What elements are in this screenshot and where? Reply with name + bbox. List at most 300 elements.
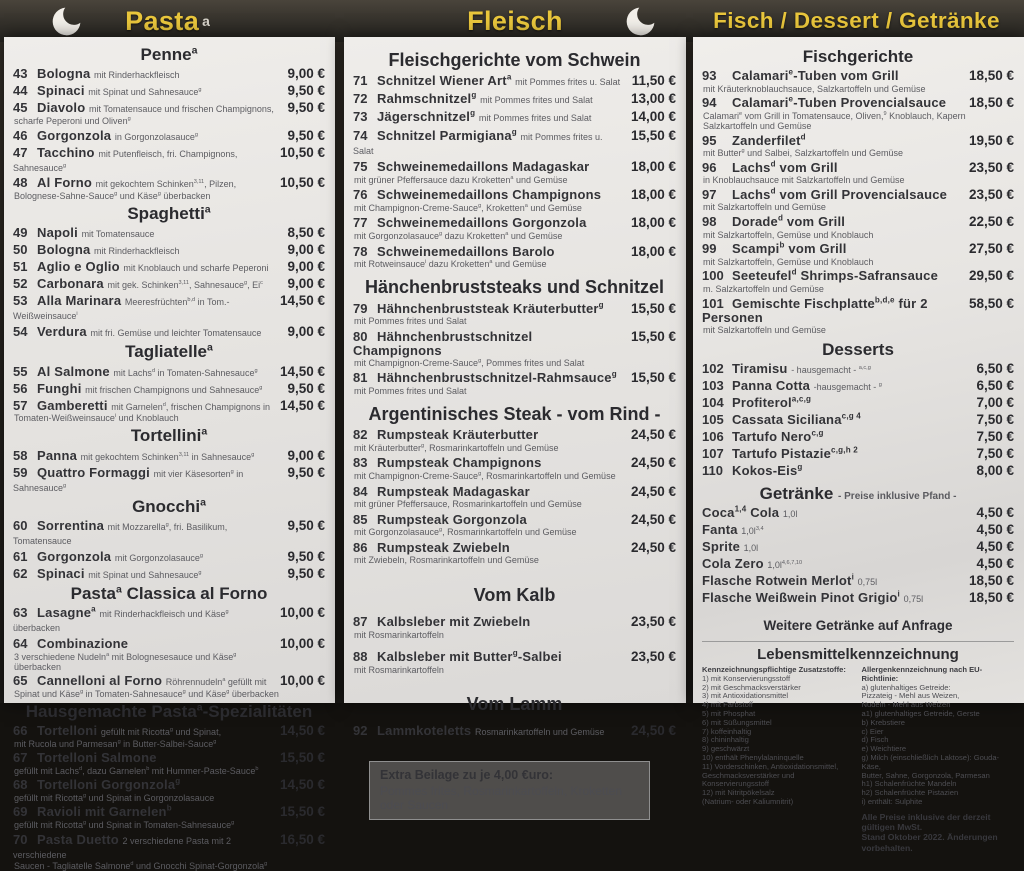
extra-beilage-text: Pommes frites, Rosmarinkartoffeln, Kroketten oder Saucen [380,784,622,813]
legend-line: Butter, Sahne, Gorgonzola, Parmesan [861,770,990,780]
item-name: Scampi$^b$ vom Grill [732,240,847,257]
menu-item [13,805,325,820]
item-number: 47 [13,144,28,160]
legend-footer [862,812,1015,853]
item-price: 24,50 € [630,539,676,555]
item-name: Cannelloni al Forno [37,673,163,689]
item-number: 85 [353,511,368,527]
menu-section [13,498,325,581]
item-name: Verdura [37,323,87,339]
menu-item [13,129,325,144]
legend-line: h1) Schalenfrüchte Mandeln [861,779,957,789]
item-description-line2: mit Gorgonzolasauce$^g$, Rosmarinkartoffeln und Gemüse [354,527,577,538]
item-number: 62 [13,565,28,581]
item-description: Meeresfrüchten$^{b,d}$ in Tom.-Weißweinsauce$^i$ [13,297,230,322]
item-number: 94 [702,95,717,111]
item-description-line2: mit Rucola und Parmesan$^g$ in Butter-Salbei-Sauce$^g$ [14,738,217,749]
item-number: 73 [353,109,368,125]
menu-item [353,541,676,556]
item-number: 67 [13,750,28,766]
item-description: 0,75l [857,577,878,588]
legend-line: 6) mit Süßungsmittel [702,717,772,727]
legend-line: Stand Oktober 2022. Änderungen vorbehalten. [861,832,998,853]
menu-item [353,92,676,107]
item-price: 9,50 € [287,127,325,143]
column-header-pasta [0,0,335,42]
item-number: 43 [13,66,28,82]
item-price: 14,00 € [630,109,676,125]
item-description: $1,0l^{3,4}$ [741,526,764,537]
menu-item [353,110,676,125]
extra-beilage-title: Extra Beilage zu je 4,00 €uro: [380,768,553,783]
legend-line: Konservierungsstoff [702,779,769,789]
item-price: 9,00 € [287,447,325,463]
item-name: Rumpsteak Zwiebeln [377,539,510,555]
item-name: Dorade$^d$ vom Grill [732,213,846,230]
menu-item [702,134,1014,149]
menu-item [13,67,325,82]
item-number: 72 [353,91,368,107]
item-number: 106 [702,429,724,445]
menu-item [702,413,1014,428]
menu-item [13,243,325,258]
menu-section [353,405,676,566]
legend-line: i) enthält: Sulphite [861,797,923,806]
item-description: mit Rinderhackfleisch und Käse$^g$ überbacken [13,609,229,634]
column-title: Fisch / Dessert / Getränke [713,8,1000,33]
legend-title: Lebensmittelkennzeichnung [757,646,959,664]
menu-item [13,724,325,739]
menu-item [702,540,1014,555]
item-price: 18,50 € [968,590,1014,606]
menu-item [353,615,676,630]
item-number: 79 [353,300,368,316]
item-number: 65 [13,673,28,689]
menu-item [13,325,325,340]
item-name: Flasche Weißwein Pinot Grigio$^i$ [702,590,900,606]
item-price: 10,50 € [279,175,325,191]
menu-item [702,69,1014,84]
item-name: Seeteufel$^d$ Shrimps-Safransauce [732,268,939,284]
item-price: 8,50 € [287,224,325,240]
menu-item [13,294,325,322]
menu-item [702,591,1014,606]
item-name: Napoli [37,224,78,240]
item-number: 51 [13,259,28,275]
item-price: 9,50 € [287,548,325,564]
item-name: Gorgonzola [37,127,112,143]
section-title-note: - Preise inklusive Pfand - [838,490,957,502]
section-title: Tagliatelle$^a$ [125,341,213,362]
item-number: 97 [702,186,717,202]
item-price: 24,50 € [630,723,676,739]
legend-line: a1) glutenhaltiges Getreide, Gerste [861,709,980,719]
menu-section [13,427,325,493]
item-description: mit fri. Gemüse und leichter Tomatensauce [90,327,262,338]
item-price: 9,00 € [287,259,325,275]
menu-item [702,96,1014,111]
item-description-line2: m. Salzkartoffeln und Gemüse [703,283,824,294]
item-number: 71 [353,73,368,89]
item-price: 14,50 € [279,363,325,379]
item-number: 102 [702,360,724,376]
menu-section [353,51,676,269]
section-title: Getränke - Preise inklusive Pfand - [759,483,957,503]
item-number: 105 [702,412,724,428]
item-description-line2: gefüllt mit Lachs$^d$, dazu Garnelen$^b$ mit Hummer-Paste-Sauce$^b$ [14,765,259,776]
item-number: 83 [353,455,368,471]
menu-item [13,399,325,414]
item-name: Coca$^{1,4}$ Cola [702,504,780,521]
legend-line: 4) mit Farbstoff [702,700,753,710]
menu-item [353,485,676,500]
item-name: Hähnchenbrustschnitzel Champignons [353,328,533,358]
item-description-line2: mit Pommes frites und Salat [354,385,467,396]
legend-line: Pizzateig - Mehl aus Weizen, [861,691,960,701]
item-description-line2: mit Champignon-Creme-Sauce$^g$, Kroketten$^a$ und Gemüse [354,202,582,213]
item-name: Combinazione [37,635,129,651]
item-number: 81 [353,370,368,386]
menu-item [13,637,325,652]
item-name: Alla Marinara [37,293,122,309]
item-price: 24,50 € [630,483,676,499]
menu-item [13,260,325,275]
item-name: Panna Cotta [732,377,811,393]
item-price: 4,50 € [976,539,1014,555]
item-description: $1,0l^{4,6,7,10}$ [767,560,803,571]
item-number: 104 [702,395,724,410]
item-name: Cassata Siciliana$^{c,g 4}$ [732,411,861,428]
menu-section [702,341,1014,479]
item-description: in Gorgonzolasauce$^g$ [114,131,199,142]
menu-section [13,585,325,699]
item-price: 14,50 € [279,293,325,309]
column-header-fleisch [341,0,689,42]
legend-line: h2) Schalenfrüchte Pistazien [861,788,959,798]
menu-item [13,778,325,793]
item-description: mit vier Käsesorten$^g$ in Sahnesauce$^g$ [13,468,244,493]
item-price: 7,50 € [976,429,1014,445]
item-name: Rumpsteak Madagaskar [377,483,530,499]
item-price: 18,50 € [968,573,1014,589]
section-title: Gnocchi$^a$ [132,496,206,516]
item-number: 96 [702,159,717,175]
item-name: Quattro Formaggi [37,464,150,480]
item-description-line2: 3 verschiedene Nudeln$^a$ mit Bolognesesauce und Käse$^g$ überbacken [14,651,237,672]
item-name: Gorgonzola [37,548,112,564]
item-description: mit Pommes frites und Salat [480,95,593,106]
item-number: 103 [702,377,724,393]
menu-item [702,242,1014,257]
item-description-line2: mit Salzkartoffeln und Gemüse [703,202,826,213]
item-description: mit Pommes frites u. Salat [515,77,621,88]
item-name: Tortelloni Gorgonzola$^g$ [37,776,181,793]
item-description-line2: mit Gorgonzolasauce$^g$ dazu Kroketten$^a$ und Gemüse [354,230,563,241]
item-price: 18,00 € [630,243,676,259]
menu-item [13,84,325,99]
item-description: - hausgemacht - $^{a,c,g}$ [791,364,871,375]
item-name: Schweinemedaillons Madagaskar [377,159,590,175]
menu-item [702,574,1014,589]
item-price: 9,00 € [287,66,325,82]
item-name: Cola Zero [702,556,764,572]
item-number: 84 [353,483,368,499]
item-description: mit Mozzarella$^g$, fri. Basilikum, Tomatensauce [13,521,228,546]
menu-item [13,466,325,494]
section-title: Fischgerichte [802,47,914,66]
item-number: 75 [353,159,368,175]
menu-item [353,245,676,260]
item-price: 9,50 € [287,565,325,581]
section-title: Pasta$^a$ Classica al Forno [70,583,268,604]
menu-item [13,382,325,397]
item-price: 18,00 € [630,215,676,231]
item-price: 9,50 € [287,100,325,116]
item-description-line2: mit Zwiebeln, Rosmarinkartoffeln und Gemüse [354,555,539,566]
item-description: 1,0l [782,509,798,520]
item-price: 18,50 € [968,68,1014,84]
menu-item [13,519,325,547]
legend-allergens-column [862,666,1015,853]
item-number: 48 [13,175,28,191]
item-number: 78 [353,243,368,259]
item-price: 24,50 € [630,455,676,471]
item-name: Diavolo [37,100,86,116]
item-name: Calamari$^e$-Tuben Provencialsauce [732,95,947,111]
extra-beilage-box [369,761,650,820]
item-name: Pasta Duetto [37,831,119,847]
menu-item [702,396,1014,411]
legend-additives-column [702,666,855,853]
item-price: 14,50 € [279,777,325,793]
item-name: Ravioli mit Garnelen$^b$ [37,804,172,820]
item-description-line2: mit Salzkartoffeln, Gemüse und Knoblauch [703,256,874,267]
section-title: Hausgemachte Pasta$^a$-Spezialitäten [25,701,313,721]
item-description: mit Tomatensauce und frischen Champignons, [88,104,274,115]
item-description: mit Pommes frites und Salat [478,113,592,124]
item-number: 52 [13,276,28,292]
item-number: 64 [13,635,28,651]
item-description-line2: mit Rosmarinkartoffeln [354,629,444,640]
menu-item [13,101,325,116]
legend-line: g) Milch (einschließlich Laktose): Gouda-Käse, [861,753,1000,771]
item-number: 92 [353,723,368,739]
item-name: Bologna [37,242,91,258]
menu-item [13,751,325,766]
item-price: 6,50 € [976,377,1014,393]
item-description: mit frischen Champignons und Sahnesauce$^g$ [85,384,263,395]
item-name: Kokos-Eis$^g$ [732,462,803,479]
item-price: 4,50 € [976,556,1014,572]
item-description-line2: scharfe Peperoni und Oliven$^g$ [14,115,131,126]
menu-section [353,695,676,739]
item-number: 56 [13,380,28,396]
menu-item [13,365,325,380]
item-name: Bologna [37,66,91,82]
item-number: 50 [13,242,28,258]
item-description: 2 verschiedene Pasta mit 2 verschiedene [13,835,232,860]
menu-item [353,330,676,358]
menu-column-fleisch [344,37,686,813]
legend-line: Nudeln - Mehl aus Weizen [861,700,951,710]
item-description: mit gekochtem Schinken$^{3,11}$ in Sahnesauce$^g$ [80,451,255,462]
item-number: 59 [13,464,28,480]
menu-item [13,833,325,861]
item-name: Gemischte Fischplatte$^{b,d,e}$ für 2 Personen [702,295,928,325]
item-name: Tiramisu [732,360,788,376]
item-number: 46 [13,127,28,143]
item-description: mit gekochtem Schinken$^{3,11}$, Pilzen, [95,179,237,190]
item-name: Kalbsleber mit Butter$^g$-Salbei [377,648,562,664]
item-number: 55 [13,363,28,379]
legend-line: 1) mit Konservierungsstoff [702,673,791,683]
item-price: 9,00 € [287,276,325,292]
item-description: gefüllt mit Ricotta$^g$ und Spinat, [100,727,222,737]
legend-line: Geschmacksverstärker und [702,770,795,780]
item-price: 29,50 € [968,268,1014,284]
item-description-line2: Spinat und Käse$^g$ in Tomaten-Sahnesauce$^g$ und Käse$^g$ überbacken [14,688,279,699]
menu-section [353,586,676,675]
item-name: Aglio e Oglio [37,259,120,275]
item-name: Schweinemedaillons Champignons [377,187,602,203]
item-name: Al Salmone [37,363,110,379]
item-price: 9,50 € [287,83,325,99]
item-number: 99 [702,241,717,257]
item-number: 88 [353,649,368,664]
item-description: mit Gorgonzolasauce$^g$ [114,552,203,563]
item-description: mit Tomatensauce [81,228,155,239]
item-price: 10,50 € [279,144,325,160]
item-name: Lachs$^d$ vom Grill [732,159,838,175]
menu-section [353,278,676,396]
item-description: mit Pommes frites u. Salat [353,131,603,156]
item-number: 44 [13,83,28,99]
menu-item [702,379,1014,394]
item-number: 57 [13,397,28,413]
item-price: 22,50 € [968,214,1014,230]
food-labeling-legend [702,646,1014,853]
item-description-line2: mit Butter$^g$ und Salbei, Salzkartoffeln und Gemüse [703,148,904,159]
item-name: Rahmschnitzel$^g$ [377,91,477,107]
menu-item [702,161,1014,176]
item-name: Sprite [702,539,741,555]
section-title: Spaghetti$^a$ [127,203,211,223]
item-number: 61 [13,548,28,564]
menu-item [13,567,325,582]
item-number: 68 [13,777,28,793]
item-description-line2: Bolognese-Sahne-Sauce$^g$ und Käse$^g$ überbacken [14,190,211,201]
item-price: 15,50 € [630,328,676,344]
item-name: Tartufo Pistazie$^{c,g,h 2}$ [732,445,858,462]
item-name: Schweinemedaillons Barolo [377,243,555,259]
item-name: Spinaci [37,83,85,99]
item-name: Gamberetti [37,397,108,413]
item-description-line2: Tomaten-Weißweinsauce$^i$ und Knoblauch [14,413,179,424]
legend-line: e) Weichtiere [861,744,907,754]
item-description-line2: Calamari$^e$ vom Grill in Tomatensauce, Oliven,$^9$ Knoblauch, Kapern Salzkartoffeln und Gemüse [703,110,966,131]
item-price: 23,50 € [968,186,1014,202]
item-number: 101 [702,295,724,311]
item-description: 1,0l [743,543,759,554]
item-description-line2: mit Kräuterbutter$^g$, Rosmarinkartoffeln und Gemüse [354,442,559,453]
menu-item [353,74,676,89]
legend-line: 11) Vorderschinken, Antioxidationsmittel, [702,761,839,771]
item-description: mit Spinat und Sahnesauce$^g$ [88,569,202,580]
item-price: 15,50 € [630,300,676,316]
item-price: 7,00 € [976,395,1014,410]
item-name: Panna [37,447,78,463]
item-description-line2: mit Champignon-Creme-Sauce$^g$, Rosmarinkartoffeln und Gemüse [354,471,616,481]
item-description-line2: mit Kräuterknoblauchsauce, Salzkartoffeln und Gemüse [703,83,926,94]
section-title: Vom Lamm [466,693,563,714]
item-price: 10,00 € [279,605,325,621]
item-price: 4,50 € [976,505,1014,521]
item-description: mit Rinderhackfleisch [94,246,180,257]
column-title: Pasta [125,5,200,36]
menu-item [702,557,1014,572]
menu-item [353,456,676,471]
legend-line: 7) koffeinhaltig [702,726,752,736]
section-title: Hänchenbruststeaks und Schnitzel [364,277,665,298]
menu-item [702,523,1014,538]
item-name: Lasagne$^a$ [37,605,96,621]
section-title: Fleischgerichte vom Schwein [388,50,641,70]
item-name: Kalbsleber mit Zwiebeln [377,614,531,630]
item-price: 27,50 € [968,241,1014,257]
item-description: mit Lachs$^d$ in Tomaten-Sahnesauce$^g$ [113,367,258,378]
item-number: 53 [13,293,28,309]
column-title: Fleisch [467,5,563,36]
item-price: 18,00 € [630,159,676,175]
menu-item [353,160,676,175]
item-number: 82 [353,427,368,443]
menu-item [13,606,325,634]
menu-item [702,297,1014,325]
item-description-line2: gefüllt mit Ricotta$^g$ und Spinat in Gorgonzolasauce [14,792,215,803]
item-number: 76 [353,187,368,203]
item-name: Funghi [37,380,82,396]
menu-section [13,205,325,340]
item-name: Lammkoteletts [377,723,472,739]
item-price: 10,00 € [279,635,325,651]
item-number: 110 [702,463,723,479]
item-description-line2: mit Pommes frites und Salat [354,316,467,327]
item-price: 7,50 € [976,412,1014,428]
item-description: mit Garnelen$^d$, frischen Champignons in [111,401,270,412]
item-number: 86 [353,539,368,555]
legend-line: b) Krebstiere [861,717,905,727]
item-name: Zanderfilet$^d$ [732,132,806,148]
item-name: Al Forno [37,175,93,191]
item-description: -hausgemacht - $^g$ [813,381,882,392]
section-title: Vom Kalb [473,584,556,605]
column-title-superscript: a [202,13,210,29]
divider [702,641,1014,642]
item-price: 16,50 € [279,831,325,847]
legend-line: 5) mit Phosphat [702,709,756,719]
item-number: 58 [13,447,28,463]
item-number: 60 [13,517,28,533]
item-price: 9,00 € [287,242,325,258]
legend-line: Alle Preise inklusive der derzeit gültigen MwSt. [861,811,991,833]
item-name: Rumpsteak Champignons [377,455,542,471]
menu-item [702,215,1014,230]
item-price: 8,00 € [976,463,1014,479]
item-price: 10,00 € [279,673,325,689]
legend-allergens-title: Allergenkennzeichnung nach EU-Richtlinie: [861,665,983,683]
menu-item [702,506,1014,521]
item-number: 45 [13,100,28,116]
